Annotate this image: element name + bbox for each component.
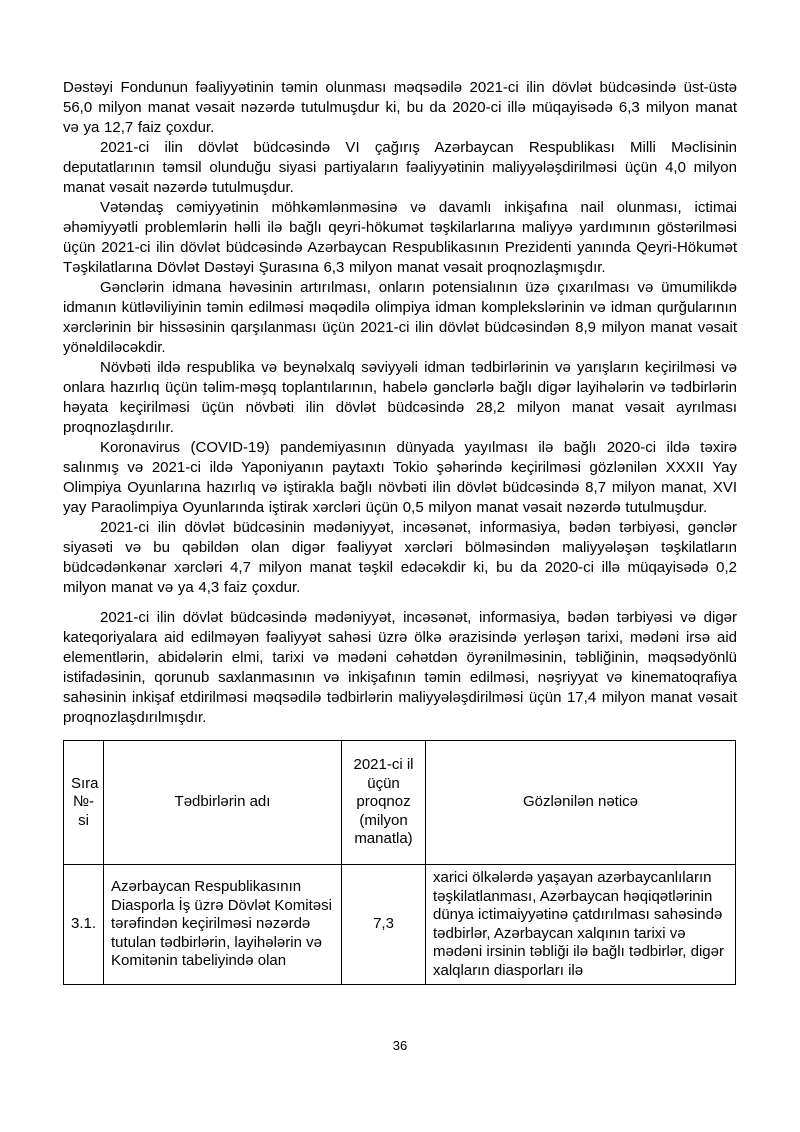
table-cell-measure-name: Azərbaycan Respublikasının Diasporla İş üzrə Dövlət Komitəsi tərəfindən keçirilməsi nəzərdə tutulan tədbirlərin, layihələrin və Komitənin tabeliyində olan [104,865,342,985]
paragraph-6: Koronavirus (COVID-19) pandemiyasının dünyada yayılması ilə bağlı 2020-ci ildə təxirə salınmış və 2021-ci ildə Yaponiyanın paytaxtı Tokio şəhərində keçirilməsi gözlənilən XXXII Yay Olimpiya Oyunlarına hazırlıq və iştirakla bağlı növbəti ilin dövlət büdcəsində 8,7 milyon manat, XVI yay Paraolimpiya Oyunlarında iştirak xərcləri üçün 0,5 milyon manat vəsait nəzərdə tutulmuşdur. [63,439,737,516]
table-cell-forecast: 7,3 [342,865,426,985]
paragraph-5: Növbəti ildə respublika və beynəlxalq səviyyəli idman tədbirlərinin və yarışların keçirilməsi və onlara hazırlıq üçün təlim-məşq toplantılarının, habelə gənclərlə bağlı digər layihələrin və tədbirlərin həyata keçirilməsi üçün növbəti ilin dövlət büdcəsində 28,2 milyon manat vəsait ayrılması proqnozlaşdırılır. [63,359,737,436]
table-row [64,865,736,985]
table-cell-serial-number: 3.1. [64,865,104,985]
paragraph-7: 2021-ci ilin dövlət büdcəsinin mədəniyyət, incəsənət, informasiya, bədən tərbiyəsi, gənclər siyasəti və bu qəbildən olan digər fəaliyyət xərcləri bölməsindən maliyyələşən təşkilatların büdcədənkənar xərcləri 4,7 milyon manat təşkil edəcəkdir ki, bu da 2020-ci illə müqayisədə 0,2 milyon manat və ya 4,3 faiz çoxdur. [63,519,737,596]
page-number: 36 [392,1038,408,1053]
table-cell-expected-result: xarici ölkələrdə yaşayan azərbaycanlıların təşkilatlanması, Azərbaycan həqiqətlərinin dünya ictimaiyyətinə çatdırılması sahəsində tədbirlər, Azərbaycan xalqının tarixi və mədəni irsinin təbliği ilə bağlı tədbirlər, digər xalqların diasporları ilə [426,865,736,985]
paragraph-8: 2021-ci ilin dövlət büdcəsində mədəniyyət, incəsənət, informasiya, bədən tərbiyəsi və digər kateqoriyalara aid edilməyən fəaliyyət sahəsi üzrə ölkə ərazisində yerləşən tarixi, mədəni irsə aid elementlərin, abidələrin elmi, tarixi və mədəni cəhətdən öyrənilməsinin, təbliğinin, məqsədyönlü istifadəsinin, qorunub saxlanmasının və inkişafının təmin edilməsi, nəşriyyat və kinematoqrafiya sahəsinin inkişaf etdirilməsi məqsədilə tədbirlərin maliyyələşdirilməsi üçün 17,4 milyon manat vəsait proqnozlaşdırılmışdır. [63,609,737,726]
table-header-serial-number: Sıra №-si [64,741,104,865]
table-header-forecast-2021: 2021-ci il üçün proqnoz (milyon manatla) [342,741,426,865]
table-header-expected-result: Gözlənilən nəticə [426,741,736,865]
paragraph-4: Gənclərin idmana həvəsinin artırılması, onların potensialının üzə çıxarılması və ümumilikdə idmanın kütləviliyinin təmin edilməsi məqədilə olimpiya idman komplekslərinin və idman qurğularının xərclərinin bir hissəsinin qarşılanması üçün 2021-ci ilin dövlət büdcəsindən 8,9 milyon manat vəsait yönəldiləcəkdir. [63,279,737,356]
paragraph-3: Vətəndaş cəmiyyətinin möhkəmlənməsinə və davamlı inkişafına nail olunması, ictimai əhəmiyyətli problemlərin həlli ilə bağlı qeyri-hökumət təşkilarlarına maliyyə yardımının göstərilməsi üçün 2021-ci ilin dövlət büdcəsində Azərbaycan Respublikasının Prezidenti yanında Qeyri-Hökumət Təşkilatlarına Dövlət Dəstəyi Şurasına 6,3 milyon manat vəsait proqnozlaşmışdır. [63,199,737,276]
document-body [63,78,737,985]
paragraph-1: Dəstəyi Fondunun fəaliyyətinin təmin olunması məqsədilə 2021-ci ilin dövlət büdcəsində üst-üstə 56,0 milyon manat vəsait nəzərdə tutulmuşdur ki, bu da 2020-ci illə müqayisədə 6,3 milyon manat və ya 12,7 faiz çoxdur. [63,79,737,136]
paragraph-2: 2021-ci ilin dövlət büdcəsində VI çağırış Azərbaycan Respublikası Milli Məclisinin deputatlarının təmsil olunduğu siyasi partiyaların fəaliyyətinin maliyyələşdirilməsi üçün 4,0 milyon manat vəsait nəzərdə tutulmuşdur. [63,139,737,196]
measures-table [63,740,736,985]
table-header-row [64,741,736,865]
table-header-measure-name: Tədbirlərin adı [104,741,342,865]
